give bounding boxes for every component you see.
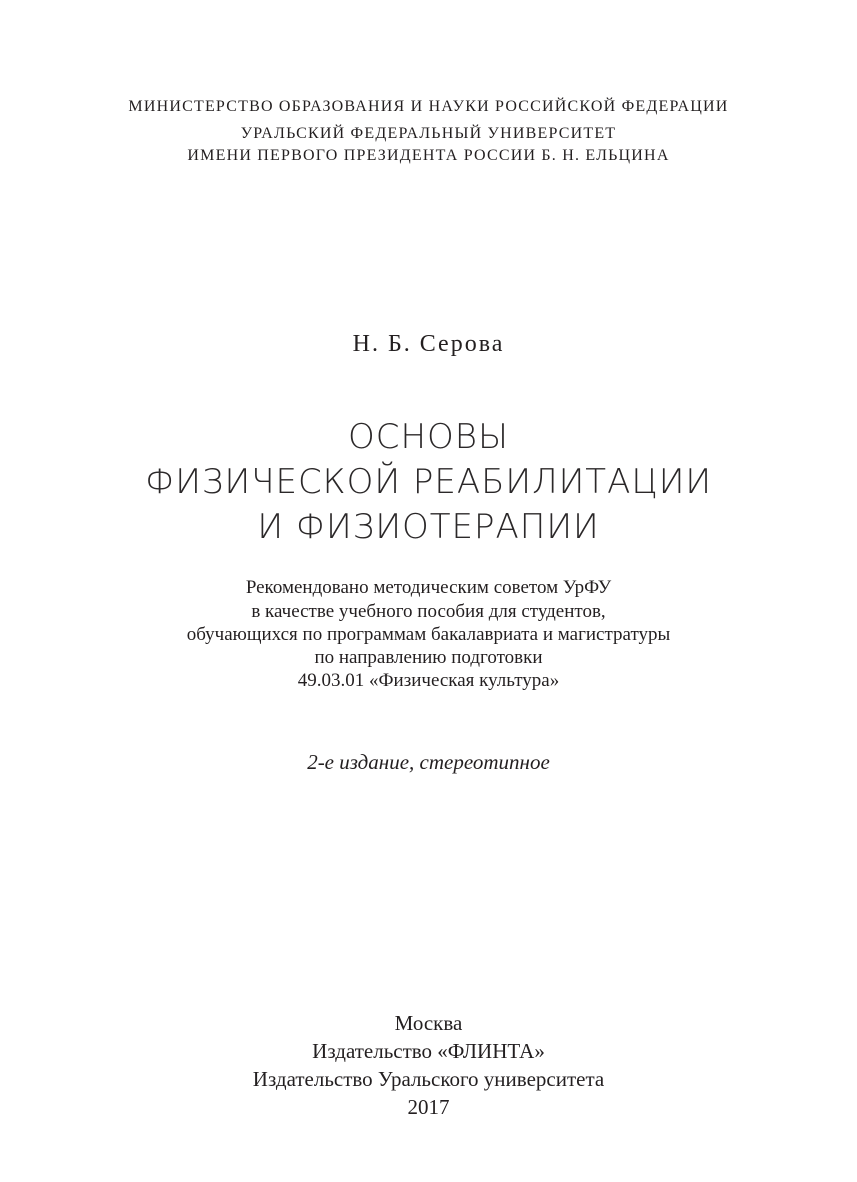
- university-line: УРАЛЬСКИЙ ФЕДЕРАЛЬНЫЙ УНИВЕРСИТЕТ: [240, 125, 617, 142]
- university-name-line: ИМЕНИ ПЕРВОГО ПРЕЗИДЕНТА РОССИИ Б. Н. ЕЛЬЦИНА: [187, 147, 670, 164]
- imprint-city: Москва: [394, 1011, 463, 1035]
- author-name: Н. Б. Серова: [352, 331, 505, 357]
- ministry-line: МИНИСТЕРСТВО ОБРАЗОВАНИЯ И НАУКИ РОССИЙСКОЙ ФЕДЕРАЦИИ: [128, 98, 729, 115]
- recommendation-line-2: в качестве учебного пособия для студентов,: [251, 601, 606, 622]
- imprint-publisher-2: Издательство Уральского университета: [252, 1067, 605, 1091]
- imprint-year: 2017: [407, 1095, 450, 1119]
- book-title-line-2: ФИЗИЧЕСКОЙ РЕАБИЛИТАЦИИ: [144, 462, 713, 502]
- recommendation-line-1: Рекомендовано методическим советом УрФУ: [245, 577, 612, 598]
- recommendation-line-3: обучающихся по программам бакалавриата и магистратуры: [186, 624, 671, 645]
- book-title-line-1: ОСНОВЫ: [347, 417, 510, 457]
- recommendation-line-5: 49.03.01 «Физическая культура»: [297, 670, 560, 691]
- edition-note: 2-е издание, стереотипное: [307, 750, 550, 774]
- imprint-publisher-1: Издательство «ФЛИНТА»: [312, 1039, 545, 1063]
- recommendation-line-4: по направлению подготовки: [314, 647, 543, 668]
- book-title-line-3: И ФИЗИОТЕРАПИИ: [257, 507, 600, 547]
